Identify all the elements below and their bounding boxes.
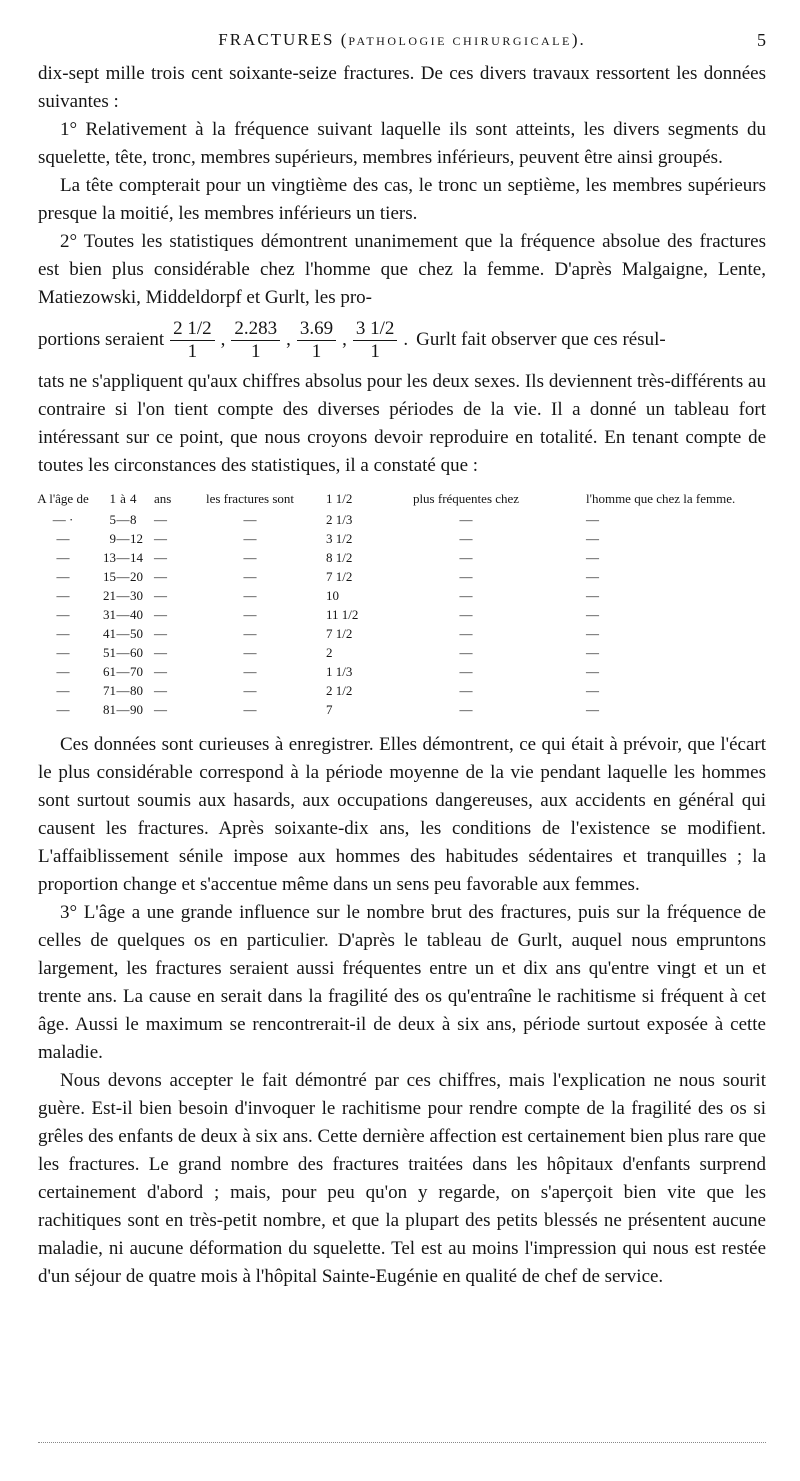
- table-header-row: [34, 488, 772, 510]
- row-dash: —: [459, 644, 473, 660]
- row-dash: —: [243, 511, 257, 527]
- row-dash: —: [154, 682, 167, 698]
- row-dash: —: [459, 587, 473, 603]
- row-age: —: [56, 682, 70, 698]
- fraction-numerator: 3 1/2: [353, 318, 398, 341]
- row-to: 12: [130, 530, 143, 546]
- fraction-separator: ,: [286, 329, 291, 350]
- fraction-denominator: 1: [251, 340, 261, 362]
- row-dash: —: [459, 511, 473, 527]
- row-dash: —: [116, 625, 130, 641]
- table-row: [34, 548, 772, 567]
- paragraph-3: La tête compterait pour un vingtième des cas, le tronc un septième, les membres supérieurs presque la moitié, les membres inférieurs un tiers.: [38, 175, 766, 224]
- footer-dotted-rule: [38, 1442, 766, 1443]
- row-dash: —: [586, 549, 599, 565]
- table-row: [34, 662, 772, 681]
- row-to: 40: [130, 606, 143, 622]
- running-title-main: FRACTURES (: [218, 30, 349, 49]
- paragraph-2: 1° Relativement à la fréquence suivant laquelle ils sont atteints, les divers segments du squelette, tête, tronc, membres supérieurs, membres inférieurs, peuvent être ainsi groupés.: [38, 119, 766, 168]
- proportions-lead: portions seraient: [38, 329, 165, 350]
- row-dash: —: [154, 625, 167, 641]
- header-last: l'homme que chez la femme.: [586, 491, 736, 506]
- fraction-4: [353, 318, 398, 363]
- fraction-denominator: 1: [187, 340, 198, 362]
- header-ans: ans: [154, 491, 172, 506]
- paragraph-7: Ces données sont curieuses à enregistrer. Elles démontrent, ce qui était à prévoir, que l'écart le plus considérable correspond à la période moyenne de la vie pendant laquelle les hommes sont surtout soumis aux hasards, aux occupations dangereuses, aux accidents en général qui causent les fractures. Après soixante-dix ans, les conditions de l'existence se modifient. L'affaiblissement sénile impose aux hommes des habitudes sédentaires et tranquilles ; la proportion change et s'accentue même dans un sens peu favorable aux femmes.: [38, 734, 766, 895]
- row-dash: —: [586, 568, 599, 584]
- row-dash: —: [459, 549, 473, 565]
- header-a: à: [120, 491, 126, 506]
- fraction-numerator: 3.69: [297, 318, 336, 341]
- header-plus: plus fréquentes chez: [412, 491, 520, 506]
- row-dash: —: [154, 606, 167, 622]
- running-title-subtitle: PATHOLOGIE CHIRURGICALE: [348, 34, 572, 48]
- age-statistics-table: [34, 488, 772, 719]
- row-dash: —: [116, 644, 130, 660]
- row-dash: —: [586, 663, 599, 679]
- row-value: 11 1/2: [326, 606, 359, 622]
- fraction-numerator: 2.283: [231, 318, 280, 341]
- table-row: [34, 529, 772, 548]
- row-dash: —: [586, 644, 599, 660]
- row-value: 7 1/2: [326, 568, 353, 584]
- row-dash: —: [116, 568, 130, 584]
- row-dash: —: [243, 663, 257, 679]
- header-value: 1 1/2: [326, 491, 353, 506]
- row-from: 81: [103, 701, 116, 717]
- row-age: —: [56, 701, 70, 717]
- row-from: 21: [103, 587, 116, 603]
- row-dash: —: [586, 625, 599, 641]
- row-dash: —: [459, 606, 473, 622]
- row-to: 60: [130, 644, 143, 660]
- table-body: [34, 510, 772, 719]
- paragraph-9: Nous devons accepter le fait démontré par ces chiffres, mais l'explication ne nous sourit guère. Est-il bien besoin d'invoquer le rachitisme pour rendre compte de la fragilité des os si grêles des enfants de deux à six ans. Cette dernière affection est certainement bien plus rare que les fractures. Le grand nombre des fractures traitées dans les hôpitaux d'enfants surprend certainement d'abord ; mais, pour peu qu'on y regarde, on s'aperçoit bien vite que les rachitiques sont en très-petit nombre, et que la plupart des petits blessés ne présentent aucune maladie, ni aucune déformation du squelette. Tel est au moins l'impression qui nous est restée d'un séjour de quatre mois à l'hôpital Sainte-Eugénie en qualité de chef de service.: [38, 1070, 766, 1287]
- row-value: 2 1/2: [326, 682, 353, 698]
- row-dash: —: [154, 663, 167, 679]
- row-dash: —: [154, 511, 167, 527]
- row-value: 2 1/3: [326, 511, 353, 527]
- row-dash: —: [154, 587, 167, 603]
- fraction-2: [231, 318, 280, 363]
- row-value: 7: [326, 701, 333, 717]
- row-age: —: [56, 549, 70, 565]
- table-row: [34, 586, 772, 605]
- row-from: 5: [109, 511, 116, 527]
- fraction-separator: ,: [342, 329, 347, 350]
- fraction-3: [297, 318, 336, 363]
- fraction-numerator: 2 1/2: [170, 318, 215, 341]
- row-dash: —: [116, 511, 130, 527]
- row-dash: —: [243, 549, 257, 565]
- row-from: 41: [103, 625, 116, 641]
- fraction-denominator: 1: [311, 340, 322, 362]
- paragraph-8: 3° L'âge a une grande influence sur le nombre brut des fractures, puis sur la fréquence de celles de quelques os en particulier. D'après le tableau de Gurlt, auquel nous empruntons largement, les fractures seraient aussi fréquentes entre un et dix ans qu'entre vingt et un et trente ans. La cause en serait dans la fragilité des os qu'entraîne le rachitisme si fréquent à cet âge. Aussi le maximum se rencontrerait-il de deux à six ans, période surtout exposée à cette maladie.: [38, 902, 766, 1063]
- fraction-separator: ,: [220, 329, 226, 350]
- row-value: 8 1/2: [326, 549, 353, 565]
- row-to: 80: [130, 682, 143, 698]
- row-to: 90: [130, 701, 143, 717]
- row-dash: —: [116, 663, 130, 679]
- row-dash: —: [586, 606, 599, 622]
- table-row: [34, 510, 772, 529]
- row-dash: —: [586, 587, 599, 603]
- running-header: [38, 28, 766, 60]
- row-dash: —: [116, 682, 130, 698]
- row-value: 3 1/2: [326, 530, 353, 546]
- row-dash: —: [243, 625, 257, 641]
- row-dash: —: [459, 682, 473, 698]
- row-value: 10: [326, 587, 339, 603]
- row-dash: —: [116, 530, 130, 546]
- row-from: 61: [103, 663, 116, 679]
- row-age: —: [56, 663, 70, 679]
- paragraph-6: tats ne s'appliquent qu'aux chiffres absolus pour les deux sexes. Ils deviennent très-différents au contraire si l'on tient compte des diverses périodes de la vie. Il a donné un tableau fort intéressant sur ce point, que nous croyons devoir reproduire en totalité. En tenant compte de toutes les circonstances des statistiques, il a constaté que :: [38, 371, 766, 476]
- table-row: [34, 700, 772, 719]
- row-dash: —: [243, 587, 257, 603]
- fraction-denominator: 1: [370, 340, 380, 362]
- row-dash: —: [586, 682, 599, 698]
- row-dash: —: [243, 606, 257, 622]
- row-dash: —: [459, 663, 473, 679]
- row-dash: —: [243, 701, 257, 717]
- table-row: [34, 624, 772, 643]
- row-dash: —: [154, 644, 167, 660]
- page-number: 5: [757, 30, 766, 50]
- row-from: 13: [103, 549, 116, 565]
- row-dash: —: [116, 606, 130, 622]
- row-value: 2: [326, 644, 333, 660]
- row-to: 30: [130, 587, 143, 603]
- row-dash: —: [586, 701, 599, 717]
- row-age: —: [56, 644, 70, 660]
- row-age: —: [56, 587, 70, 603]
- row-dash: —: [154, 530, 167, 546]
- row-from: 9: [109, 530, 116, 546]
- header-from: 1: [109, 491, 116, 506]
- row-value: 7 1/2: [326, 625, 353, 641]
- table-row: [34, 605, 772, 624]
- table-row: [34, 643, 772, 662]
- row-dash: —: [116, 701, 130, 717]
- row-from: 15: [103, 568, 116, 584]
- row-dash: —: [459, 530, 473, 546]
- running-title: [38, 30, 766, 50]
- proportions-tail: Gurlt fait observer que ces résul-: [416, 329, 666, 350]
- row-dash: —: [154, 701, 167, 717]
- fraction-1: [170, 318, 215, 363]
- row-dash: —: [243, 568, 257, 584]
- row-dash: —: [459, 701, 473, 717]
- row-from: 71: [103, 682, 116, 698]
- header-age: A l'âge de: [37, 491, 89, 506]
- fraction-separator: .: [403, 329, 409, 350]
- row-age: — ·: [52, 511, 74, 527]
- row-age: —: [56, 568, 70, 584]
- row-to: 50: [130, 625, 143, 641]
- proportions-line: [38, 312, 766, 368]
- row-to: 14: [130, 549, 143, 565]
- row-dash: —: [243, 530, 257, 546]
- row-dash: —: [154, 568, 167, 584]
- row-dash: —: [459, 625, 473, 641]
- row-dash: —: [116, 587, 130, 603]
- row-dash: —: [116, 549, 130, 565]
- header-fractures: les fractures sont: [205, 491, 295, 506]
- header-to: 4: [130, 491, 137, 506]
- paragraph-4: 2° Toutes les statistiques démontrent unanimement que la fréquence absolue des fractures est bien plus considérable chez l'homme que chez la femme. D'après Malgaigne, Lente, Matiezowski, Middeldorpf et Gurlt, les pro-: [38, 231, 766, 308]
- row-value: 1 1/3: [326, 663, 353, 679]
- table-row: [34, 567, 772, 586]
- row-dash: —: [586, 511, 599, 527]
- row-age: —: [56, 625, 70, 641]
- paragraph-1: dix-sept mille trois cent soixante-seize fractures. De ces divers travaux ressortent les données suivantes :: [38, 63, 766, 112]
- row-age: —: [56, 606, 70, 622]
- row-dash: —: [459, 568, 473, 584]
- spacer: [38, 719, 766, 731]
- row-age: —: [56, 530, 70, 546]
- row-dash: —: [243, 644, 257, 660]
- row-from: 51: [103, 644, 116, 660]
- row-to: 8: [130, 511, 137, 527]
- document-page: [38, 28, 766, 1291]
- running-title-end: ).: [571, 30, 586, 49]
- row-dash: —: [243, 682, 257, 698]
- row-from: 31: [103, 606, 116, 622]
- table-row: [34, 681, 772, 700]
- row-dash: —: [586, 530, 599, 546]
- row-dash: —: [154, 549, 167, 565]
- row-to: 70: [130, 663, 143, 679]
- row-to: 20: [130, 568, 143, 584]
